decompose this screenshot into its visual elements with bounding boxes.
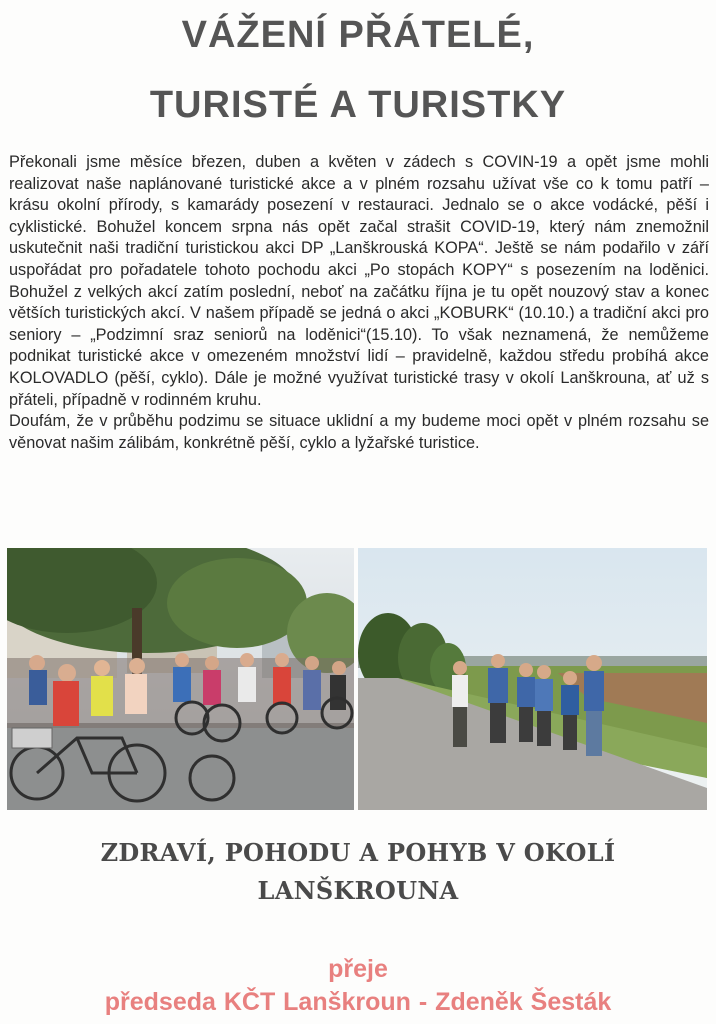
slogan-line-1: ZDRAVÍ, POHODU A POHYB V OKOLÍ [100,838,616,867]
heading-line-1: VÁŽENÍ PŘÁTELÉ, [181,14,535,56]
body-paragraph-2: Doufám, že v průběhu podzimu se situace uklidní a my budeme moci opět v plném rozsahu se věnovat našim zálibám, konkrétně pěší, cyklo a lyžařské turistice. [9,412,709,452]
body-text [9,152,709,454]
signature-greeting: přeje [328,955,388,983]
heading-line-2: TURISTÉ A TURISTKY [149,84,567,126]
slogan-line-2: LANŠKROUNA [257,876,459,905]
group-with-bicycles-photo [7,548,354,810]
body-paragraph-1: Překonali jsme měsíce březen, duben a květen v zádech s COVIN-19 a opět jsme mohli realizovat naše naplánované turistické akce a v plném rozsahu užívat vše co k tomu patří – krásu okolní přírody, s kamarády posezení v restauraci. Jednalo se o akce vodácké, pěší i cyklistické. Bohužel koncem srpna nás opět začal strašit COVID-19, který nám znemožnil uskutečnit naši tradiční turistickou akci DP „Lanškrouská KOPA“. Ještě se nám podařilo v září uspořádat pro pořadatele tohoto pochodu akci „Po stopách KOPY“ s posezením na loděnici. Bohužel z velkých akcí zatím poslední, neboť na začátku října je tu opět nouzový stav a konec větších turistických akcí. V našem případě se jedná o akci „KOBURK“ (10.10.) a tradiční akci pro seniory – „Podzimní sraz seniorů na loděnici“(15.10). To však neznamená, že nemůžeme podnikat turistické akce v omezeném množství lidí – pravidelně, každou středu probíhá akce KOLOVADLO (pěší, cyklo). Dále je možné využívat turistické trasy v okolí Lanškrouna, ať už s přáteli, případně v rodinném kruhu. [9,153,709,409]
signature-author: předseda KČT Lanškroun - Zdeněk Šesták [104,988,612,1016]
hikers-on-road-photo [358,548,707,810]
